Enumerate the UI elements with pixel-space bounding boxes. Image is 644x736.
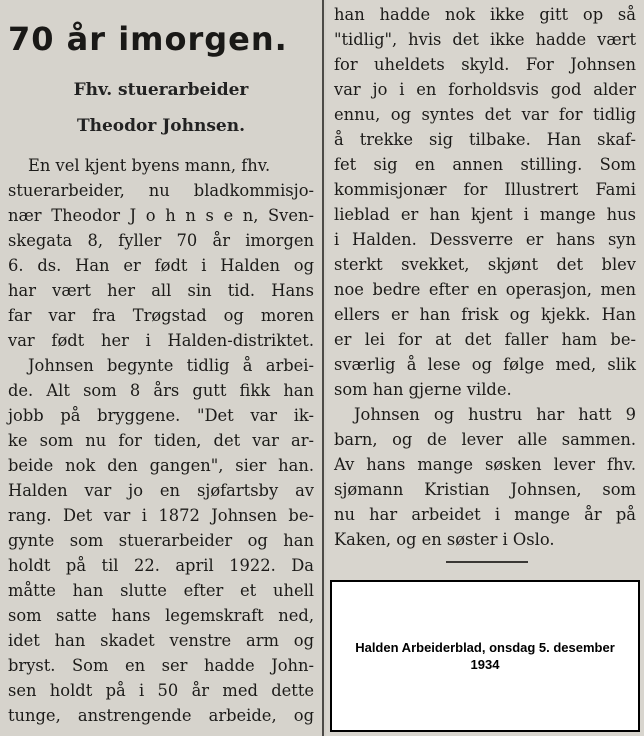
text-line: tunge, anstrengende arbeide, og	[8, 706, 314, 725]
text-line: bryst. Som en ser hadde John-	[8, 656, 314, 675]
text-line: Kaken, og en søster i Oslo.	[334, 530, 555, 549]
text-line: var jo i en forholdsvis god alder	[334, 80, 636, 99]
text-line: En vel kjent byens mann, fhv.	[28, 156, 271, 175]
text-line: Johnsen begynte tidlig å arbei-	[28, 356, 314, 375]
subtitle-occupation: Fhv. stuerarbeider	[73, 80, 249, 100]
text-line: for uheldets skyld. For Johnsen	[334, 55, 636, 74]
caption-year-line: 1934	[470, 657, 500, 672]
text-line: sværlig å lese og følge med, slik	[334, 355, 636, 374]
source-caption-box	[330, 580, 640, 732]
text-line: stuerarbeider, nu bladkommisjo-	[8, 181, 314, 200]
text-line: holdt på til 22. april 1922. Da	[8, 556, 314, 575]
subtitle-name: Theodor Johnsen.	[76, 116, 246, 136]
text-line: ellers er han frisk og kjekk. Han	[334, 305, 636, 324]
text-line: sterkt svekket, skjønt det blev	[334, 255, 636, 274]
text-line: noe bedre efter en operasjon, men	[334, 280, 636, 299]
text-line: beide nok den gangen", sier han.	[8, 456, 314, 475]
text-line: barn, og de lever alle sammen.	[334, 430, 636, 449]
text-line: sen holdt på i 50 år med dette	[8, 681, 314, 700]
text-line: de. Alt som 8 års gutt fikk han	[8, 381, 314, 400]
text-line: i Halden. Dessverre er hans syn	[334, 230, 636, 249]
text-line: nu har arbeidet i mange år på	[334, 505, 636, 524]
text-line: skegata 8, fyller 70 år imorgen	[8, 231, 314, 250]
text-line: ennu, og syntes det var for tidlig	[334, 105, 636, 124]
text-line: 6. ds. Han er født i Halden og	[8, 256, 314, 275]
text-line: er lei for at det faller ham be-	[334, 330, 636, 349]
text-line: å trekke sig tilbake. Han skaf-	[334, 130, 636, 149]
text-line: har vært her all sin tid. Hans	[8, 281, 314, 300]
text-line: nær Theodor J o h n s e n, Sven-	[8, 206, 314, 225]
text-line: kommisjonær for Illustrert Fami	[334, 180, 636, 199]
text-line: som satte hans legemskraft ned,	[8, 606, 314, 625]
text-line: måtte han slutte efter et uhell	[8, 581, 314, 600]
article-end-rule	[446, 561, 528, 563]
text-line: "tidlig", hvis det ikke hadde vært	[334, 30, 636, 49]
caption-source-line: Halden Arbeiderblad, onsdag 5. desember	[355, 640, 615, 655]
text-line: jobb på bryggene. "Det var ik-	[8, 406, 314, 425]
text-line: rang. Det var i 1872 Johnsen be-	[8, 506, 314, 525]
headline: 70 år imorgen.	[8, 20, 288, 58]
text-line: han hadde nok ikke gitt op så	[334, 5, 636, 24]
text-line: ke som nu for tiden, det var ar-	[8, 431, 314, 450]
column-divider	[322, 0, 324, 736]
text-line: Halden var jo en sjøfartsby av	[8, 481, 314, 500]
text-line: Av hans mange søsken lever fhv.	[334, 455, 636, 474]
text-line: Johnsen og hustru har hatt 9	[354, 405, 636, 424]
text-line: gynte som stuerarbeider og han	[8, 531, 314, 550]
text-line: idet han skadet venstre arm og	[8, 631, 314, 650]
text-line: sjømann Kristian Johnsen, som	[334, 480, 636, 499]
text-line: som han gjerne vilde.	[334, 380, 512, 399]
text-line: var født her i Halden-distriktet.	[8, 331, 314, 350]
text-line: fet sig en annen stilling. Som	[334, 155, 636, 174]
text-line: lieblad er han kjent i mange hus	[334, 205, 636, 224]
text-line: far var fra Trøgstad og moren	[8, 306, 314, 325]
